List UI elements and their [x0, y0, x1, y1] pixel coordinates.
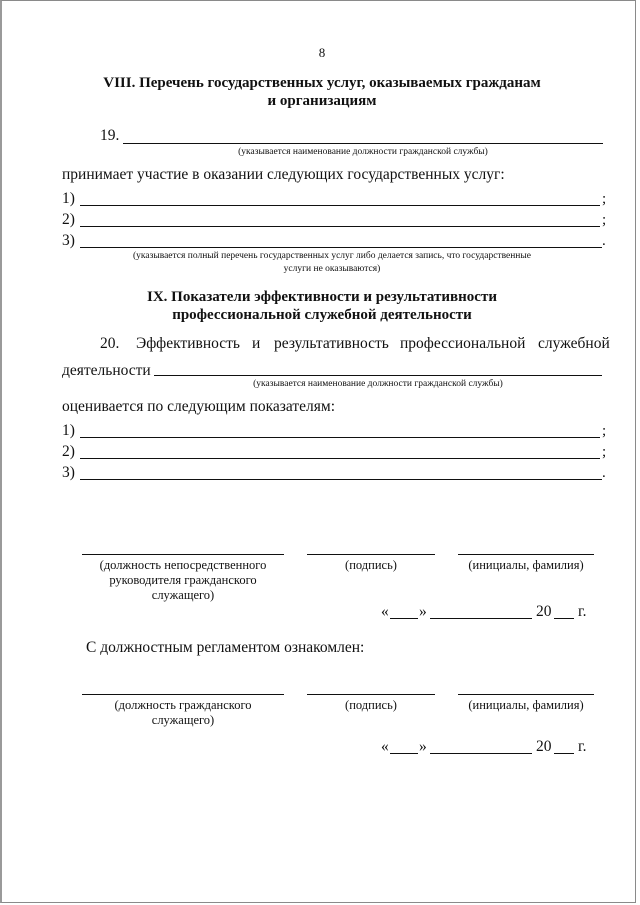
date2-year-suffix: г. [578, 738, 587, 755]
activity-position-line[interactable] [154, 375, 602, 376]
indicator-1-end: ; [602, 423, 607, 439]
section-9-title-line1: IX. Показатели эффективности и результативности [147, 289, 497, 305]
activity-position-hint: (указывается наименование должности гражданской службы) [253, 379, 503, 389]
supervisor-position-label: (должность непосредственного руководителя гражданского служащего) [99, 558, 267, 602]
service-item-2-line[interactable] [80, 226, 600, 227]
date2-year-prefix: 20 [536, 738, 552, 755]
employee-position-label: (должность гражданского служащего) [114, 698, 252, 727]
employee-name-label: (инициалы, фамилия) [468, 698, 584, 712]
section-8-title-line1: VIII. Перечень государственных услуг, оказываемых гражданам [103, 75, 541, 91]
date1-year-line[interactable] [554, 618, 574, 619]
page-number: 8 [318, 45, 326, 60]
text-word-5: служебной [538, 335, 610, 352]
activity-word: деятельности [62, 362, 151, 379]
item-19-number: 19. [100, 127, 120, 144]
position-fill-line[interactable] [123, 143, 603, 144]
date1-year-prefix: 20 [536, 603, 552, 620]
position-hint: (указывается наименование должности гражданской службы) [238, 147, 488, 157]
indicator-1-line[interactable] [80, 437, 600, 438]
services-hint-line2: услуги не оказываются) [283, 264, 381, 274]
supervisor-position-line[interactable] [82, 554, 284, 555]
service-item-3-end: . [602, 233, 606, 249]
indicator-2-number: 2) [62, 443, 75, 460]
section-8-title-line2: и организациям [267, 93, 377, 109]
indicator-3-number: 3) [62, 464, 75, 481]
date2-month-line[interactable] [430, 753, 532, 754]
text-word-3: результативность [274, 335, 389, 352]
service-item-2-number: 2) [62, 211, 75, 228]
section-9-title-line2: профессиональной служебной деятельности [172, 307, 472, 323]
service-item-3-number: 3) [62, 232, 75, 249]
date1-close-quote: » [419, 603, 427, 620]
service-item-2-end: ; [602, 212, 607, 228]
date1-month-line[interactable] [430, 618, 532, 619]
date1-open-quote: « [381, 603, 389, 620]
date1-year-suffix: г. [578, 603, 587, 620]
employee-position-line[interactable] [82, 694, 284, 695]
date2-open-quote: « [381, 738, 389, 755]
acknowledged-text: С должностным регламентом ознакомлен: [86, 639, 365, 656]
evaluated-text: оценивается по следующим показателям: [62, 398, 336, 415]
service-item-1-line[interactable] [80, 205, 600, 206]
participates-text: принимает участие в оказании следующих государственных услуг: [62, 166, 505, 183]
indicator-2-line[interactable] [80, 458, 600, 459]
service-item-1-number: 1) [62, 190, 75, 207]
text-word-4: профессиональной [400, 335, 526, 352]
supervisor-name-label: (инициалы, фамилия) [468, 558, 584, 572]
date1-day-line[interactable] [390, 618, 418, 619]
indicator-3-line[interactable] [80, 479, 602, 480]
text-word-1: Эффективность [136, 335, 240, 352]
date2-year-line[interactable] [554, 753, 574, 754]
service-item-1-end: ; [602, 191, 607, 207]
text-word-2: и [252, 335, 261, 352]
services-hint-line1: (указывается полный перечень государственных услуг либо делается запись, что государственные [132, 251, 531, 261]
date2-close-quote: » [419, 738, 427, 755]
indicator-2-end: ; [602, 444, 607, 460]
supervisor-name-line[interactable] [458, 554, 594, 555]
indicator-1-number: 1) [62, 422, 75, 439]
indicator-3-end: . [602, 465, 606, 481]
supervisor-signature-line[interactable] [307, 554, 435, 555]
item-20-number: 20. [100, 335, 120, 352]
supervisor-signature-label: (подпись) [345, 558, 397, 572]
service-item-3-line[interactable] [80, 247, 602, 248]
date2-day-line[interactable] [390, 753, 418, 754]
employee-name-line[interactable] [458, 694, 594, 695]
employee-signature-line[interactable] [307, 694, 435, 695]
employee-signature-label: (подпись) [345, 698, 397, 712]
